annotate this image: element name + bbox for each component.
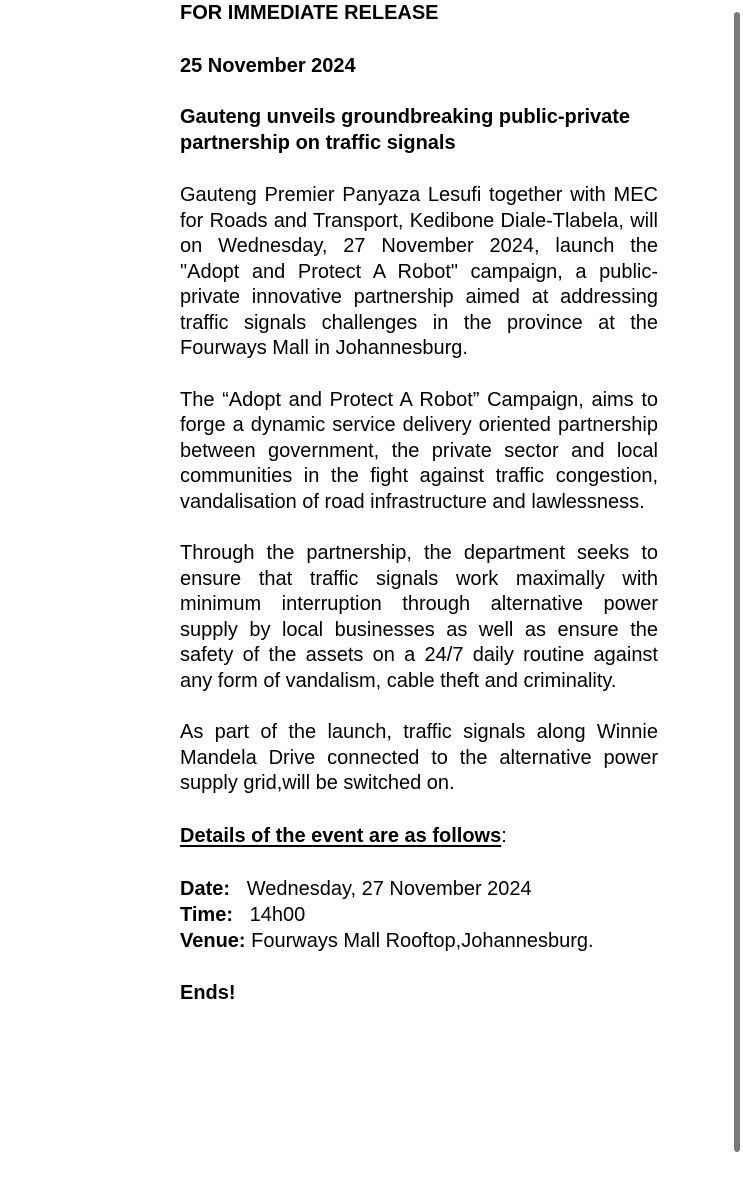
event-details	[180, 876, 658, 954]
details-heading-colon: :	[501, 824, 507, 847]
event-time-row	[180, 902, 658, 928]
event-venue-label: Venue:	[180, 929, 246, 952]
paragraph-partnership: Through the partnership, the department seeks to ensure that traffic signals work maximally with minimum interruption through alternative power supply by local businesses as well as ensure the safety of the assets on a 24/7 daily routine against any form of vandalism, cable theft and criminality.	[180, 542, 658, 692]
paragraph-announcement: Gauteng Premier Panyaza Lesufi together with MEC for Roads and Transport, Kedibone Diale-Tlabela, will on Wednesday, 27 November 2024, launch the "Adopt and Protect A Robot" campaign, a public-private innovative partnership aimed at addressing traffic signals challenges in the province at the Fourways Mall in Johannesburg.	[180, 184, 658, 359]
event-venue-row	[180, 928, 658, 954]
press-release-document	[180, 0, 658, 1026]
event-date-row	[180, 876, 658, 902]
ends-marker: Ends!	[180, 981, 236, 1004]
event-time-value: 14h00	[249, 903, 306, 926]
headline: Gauteng unveils groundbreaking public-private partnership on traffic signals	[180, 106, 631, 154]
details-heading	[180, 823, 658, 849]
release-date: 25 November 2024	[180, 55, 356, 77]
paragraph-launch: As part of the launch, traffic signals along Winnie Mandela Drive connected to the alternative power supply grid,will be switched on.	[180, 721, 658, 794]
details-heading-text: Details of the event are as follows	[180, 824, 502, 847]
event-date-label: Date:	[180, 877, 231, 900]
vertical-scrollbar[interactable]	[734, 12, 740, 1152]
paragraph-campaign-aims: The “Adopt and Protect A Robot” Campaign, aims to forge a dynamic service delivery oriented partnership between government, the private sector and local communities in the fight against traffic congestion, vandalisation of road infrastructure and lawlessness.	[180, 388, 658, 513]
event-time-label: Time:	[180, 903, 233, 926]
event-date-value: Wednesday, 27 November 2024	[246, 877, 532, 900]
event-venue-value: Fourways Mall Rooftop,Johannesburg.	[251, 929, 594, 952]
release-label: FOR IMMEDIATE RELEASE	[180, 2, 439, 24]
